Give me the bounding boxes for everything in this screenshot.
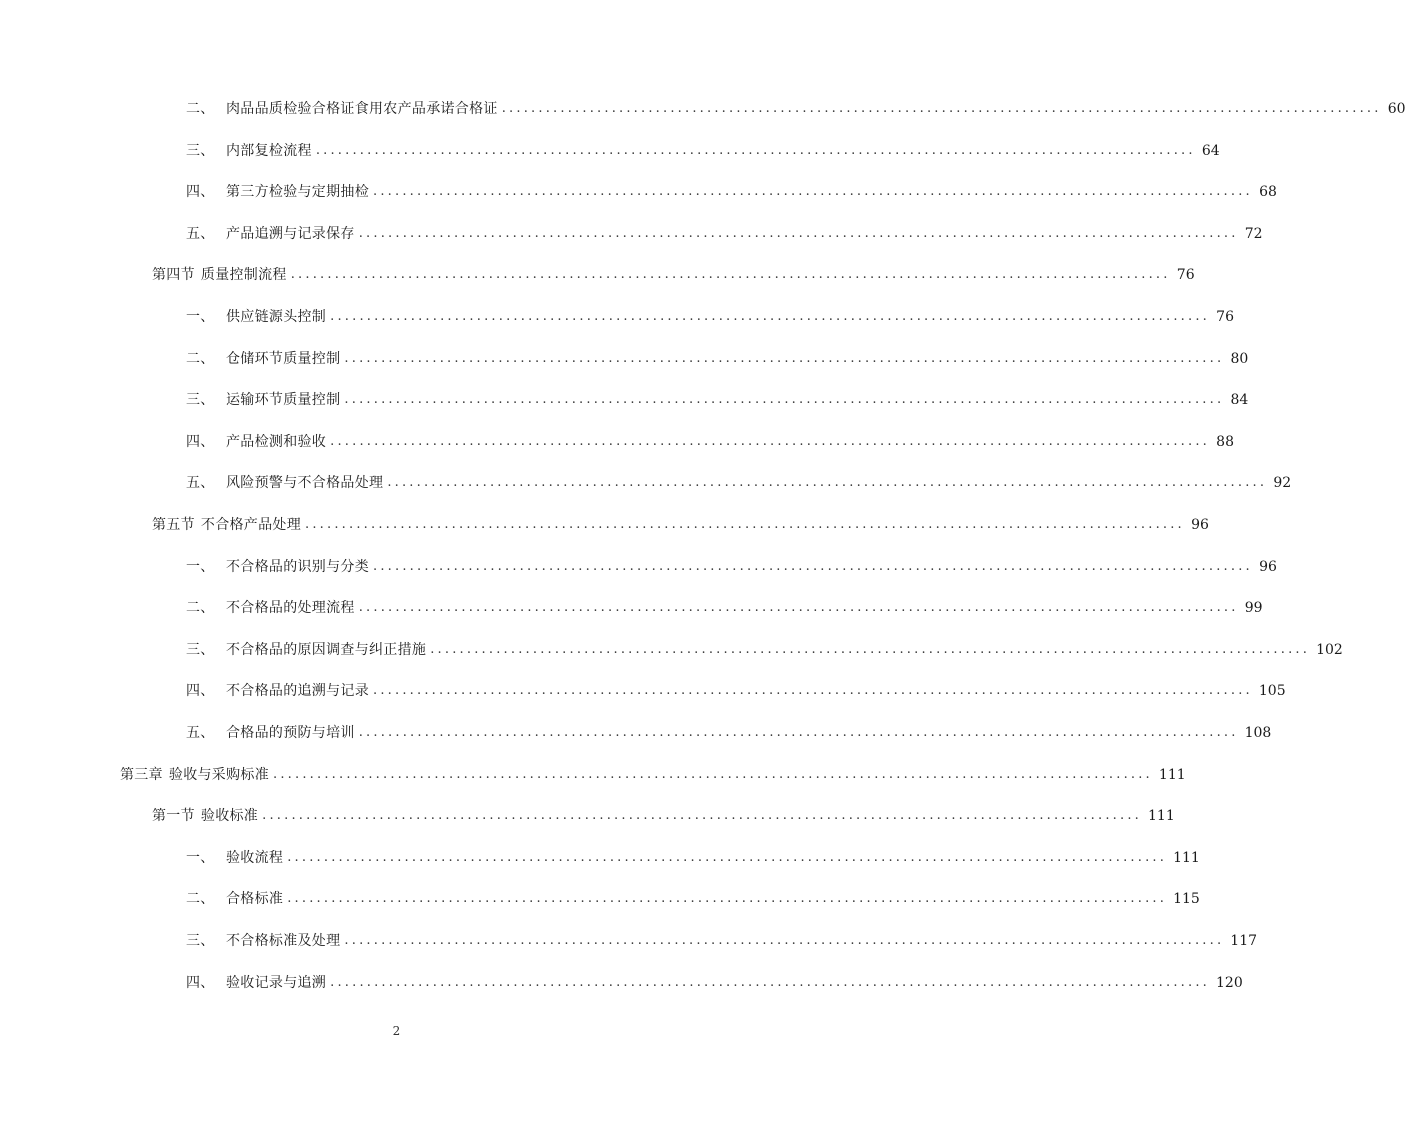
- page-number: 2: [392, 1024, 401, 1038]
- toc-entry-page: 115: [1173, 891, 1200, 908]
- toc-leader-dots: ........................................................................................................................: [287, 849, 1168, 865]
- toc-entry-number: 第五节: [152, 517, 195, 533]
- toc-entry-label: [152, 263, 287, 287]
- toc-entry-title: 质量控制流程: [200, 267, 287, 284]
- toc-entry-title: 仓储环节质量控制: [226, 350, 341, 367]
- toc-leader-dots: ........................................................................................................................: [315, 142, 1196, 158]
- toc-entry-label: [186, 971, 326, 995]
- toc-entry-page: 108: [1244, 725, 1272, 741]
- toc-entry-label: [186, 347, 340, 371]
- toc-entry-label: [186, 222, 355, 246]
- toc-entry-label: [186, 97, 498, 121]
- toc-leader-dots: ........................................................................................................................: [430, 641, 1311, 657]
- toc-entry-page: 64: [1201, 142, 1220, 159]
- toc-entry-page: 111: [1148, 808, 1175, 825]
- toc-entry-page: 76: [1176, 267, 1195, 284]
- toc-leader-dots: ........................................................................................................................: [387, 475, 1268, 491]
- toc-entry-page: 88: [1216, 433, 1234, 450]
- toc-entry-label: [152, 804, 258, 828]
- toc-entry-title: 不合格品的识别与分类: [226, 558, 369, 575]
- toc-leader-dots: ........................................................................................................................: [305, 517, 1185, 532]
- toc-entry[interactable]: [186, 846, 1200, 870]
- toc-entry-label: [186, 721, 355, 745]
- toc-entry[interactable]: [186, 388, 1249, 412]
- toc-entry-number: 四、: [186, 184, 215, 201]
- toc-leader-dots: ........................................................................................................................: [344, 392, 1225, 408]
- toc-entry[interactable]: [186, 347, 1249, 371]
- toc-entry-number: 四、: [186, 974, 215, 991]
- toc-entry-title: 不合格品的处理流程: [226, 600, 355, 617]
- toc-leader-dots: ........................................................................................................................: [373, 683, 1253, 699]
- toc-entry-label: [186, 638, 426, 662]
- toc-entry-number: 五、: [186, 225, 215, 242]
- toc-entry-title: 风险预警与不合格品处理: [226, 475, 384, 492]
- toc-entry-number: 二、: [186, 600, 215, 617]
- toc-entry-label: [120, 763, 269, 787]
- toc-entry-label: [186, 139, 312, 163]
- toc-entry[interactable]: [152, 804, 1175, 828]
- toc-entry-label: [186, 887, 283, 911]
- toc-entry[interactable]: [186, 596, 1263, 620]
- toc-entry-number: 一、: [186, 558, 215, 575]
- toc-leader-dots: ........................................................................................................................: [330, 309, 1210, 324]
- toc-entry-number: 三、: [186, 933, 215, 949]
- toc-entry[interactable]: [120, 763, 1186, 787]
- toc-entry[interactable]: [186, 305, 1234, 329]
- toc-entry[interactable]: [186, 222, 1263, 246]
- toc-leader-dots: ........................................................................................................................: [358, 225, 1239, 241]
- toc-entry-page: 96: [1259, 558, 1277, 575]
- toc-entry[interactable]: [186, 679, 1286, 703]
- toc-entry-page: 92: [1273, 475, 1292, 492]
- toc-leader-dots: ........................................................................................................................: [358, 600, 1239, 616]
- toc-entry-label: [186, 388, 340, 412]
- toc-entry-title: 第三方检验与定期抽检: [226, 184, 369, 201]
- toc-entry-title: 肉品品质检验合格证食用农产品承诺合格证: [226, 101, 498, 117]
- toc-entry-title: 合格品的预防与培训: [226, 725, 355, 741]
- toc-entry-label: [152, 513, 301, 537]
- toc-entry-number: 三、: [186, 641, 215, 658]
- toc-entry-label: [186, 180, 369, 204]
- toc-entry-number: 二、: [186, 101, 215, 117]
- toc-entry-page: 96: [1191, 517, 1209, 533]
- toc-entry[interactable]: [152, 263, 1195, 287]
- toc-entry-number: 三、: [186, 392, 215, 409]
- toc-entry-title: 不合格标准及处理: [226, 933, 341, 949]
- toc-entry-title: 验收与采购标准: [168, 766, 270, 783]
- toc-entry[interactable]: [186, 471, 1292, 495]
- toc-entry-title: 验收记录与追溯: [226, 974, 327, 991]
- toc-entry-label: [186, 679, 369, 703]
- toc-entry-title: 验收流程: [226, 849, 284, 866]
- toc-entry-number: 第三章: [120, 766, 163, 783]
- toc-entry-number: 一、: [186, 849, 215, 866]
- toc-entry-page: 111: [1158, 766, 1186, 783]
- toc-leader-dots: ........................................................................................................................: [290, 267, 1171, 283]
- toc-entry[interactable]: [186, 638, 1343, 662]
- toc-entry-label: [186, 305, 326, 329]
- toc-entry-title: 供应链源头控制: [226, 309, 327, 325]
- toc-leader-dots: ........................................................................................................................: [373, 184, 1253, 200]
- toc-entry-page: 102: [1316, 641, 1343, 658]
- toc-entry[interactable]: [186, 180, 1277, 204]
- toc-entry-title: 不合格品的追溯与记录: [226, 683, 369, 700]
- toc-entry-number: 四、: [186, 683, 215, 700]
- toc-entry-label: [186, 846, 283, 870]
- toc-leader-dots: ........................................................................................................................: [501, 101, 1382, 116]
- toc-entry-number: 四、: [186, 433, 215, 450]
- toc-entry-page: 60: [1387, 101, 1406, 117]
- toc-leader-dots: ........................................................................................................................: [287, 891, 1168, 907]
- toc-entry-number: 二、: [186, 350, 215, 367]
- toc-entry-number: 第四节: [152, 267, 195, 284]
- toc-entry-page: 105: [1258, 683, 1286, 700]
- toc-entry-label: [186, 596, 355, 620]
- toc-entry-title: 运输环节质量控制: [226, 392, 341, 409]
- toc-leader-dots: ........................................................................................................................: [344, 350, 1225, 366]
- toc-entry-title: 产品检测和验收: [226, 433, 327, 450]
- toc-entry-page: 68: [1259, 184, 1277, 201]
- toc-entry[interactable]: [186, 971, 1243, 995]
- toc-entry[interactable]: [186, 887, 1200, 911]
- toc-entry[interactable]: [186, 430, 1234, 454]
- toc-entry-number: 第一节: [152, 808, 195, 825]
- toc-entry[interactable]: [186, 555, 1277, 579]
- toc-entry-page: 120: [1216, 974, 1243, 991]
- toc-entry-page: 80: [1230, 350, 1249, 367]
- toc-entry-number: 一、: [186, 309, 215, 325]
- toc-entry-page: 117: [1230, 933, 1258, 949]
- toc-entry-page: 84: [1230, 392, 1249, 409]
- toc-entry-label: [186, 929, 340, 953]
- toc-leader-dots: ........................................................................................................................: [358, 725, 1239, 740]
- toc-entry[interactable]: [186, 929, 1258, 953]
- toc-entry[interactable]: [152, 513, 1209, 537]
- toc-entry-title: 不合格产品处理: [200, 517, 302, 533]
- toc-entry-label: [186, 430, 326, 454]
- toc-leader-dots: ........................................................................................................................: [273, 766, 1153, 782]
- toc-leader-dots: ........................................................................................................................: [262, 808, 1142, 824]
- toc-leader-dots: ........................................................................................................................: [330, 974, 1210, 990]
- toc-entry[interactable]: [186, 139, 1220, 163]
- toc-entry-page: 111: [1173, 849, 1200, 866]
- toc-leader-dots: ........................................................................................................................: [344, 933, 1225, 948]
- toc-entry[interactable]: [186, 721, 1272, 745]
- toc-entry-page: 72: [1244, 225, 1263, 242]
- toc-entry-number: 三、: [186, 142, 215, 159]
- toc-entry-label: [186, 555, 369, 579]
- toc-entry-title: 产品追溯与记录保存: [226, 225, 355, 242]
- toc-entry-number: 五、: [186, 725, 215, 741]
- toc-entry-page: 76: [1216, 309, 1234, 325]
- toc-leader-dots: ........................................................................................................................: [330, 433, 1210, 449]
- toc-entry-page: 99: [1244, 600, 1263, 617]
- toc-entry-title: 内部复检流程: [226, 142, 312, 159]
- toc-leader-dots: ........................................................................................................................: [373, 558, 1253, 574]
- toc-entry-number: 五、: [186, 475, 215, 492]
- toc-entry-title: 验收标准: [200, 808, 259, 825]
- toc-entry-title: 不合格品的原因调查与纠正措施: [226, 641, 427, 658]
- toc-entry-title: 合格标准: [226, 891, 284, 908]
- toc-entry-number: 二、: [186, 891, 215, 908]
- toc-entry-label: [186, 471, 383, 495]
- toc-entry[interactable]: [186, 97, 1406, 121]
